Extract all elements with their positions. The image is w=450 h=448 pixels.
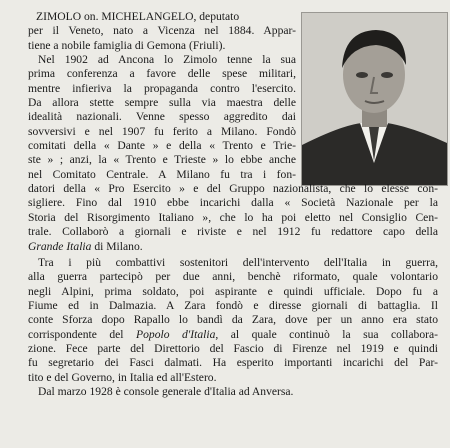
text-line: alla guerra partecipò per due anni, benchè riformato, quale volontario [28,270,438,284]
text-line: tiene a nobile famiglia di Gemona (Friuli). [28,38,226,52]
text-line: comitati della « Dante » e della « Trento e Trie- [28,139,296,153]
text-line: sigliere. Fino dal 1910 ebbe incarichi dalla « Società Nazionale per la [28,196,438,210]
text-line: Storia del Risorgimento Italiano », che lo ha poi eletto nel Consiglio Cen- [28,210,438,224]
text-line: Fiume ed in Dalmazia. A Zara fondò e diresse giornali di battaglia. Il [28,298,438,312]
text-line: fu segretario dei Fasci dalmati. Ha esperito importanti incarichi del Par- [28,356,438,370]
text-line: Nel 1902 ad Ancona lo Zimolo tenne la sua [38,53,296,67]
text-line: sovversivi e nel 1907 fu ferito a Milano. Fondò [28,124,296,138]
text-line: idealità nazionali. Venne spesso aggredito dai [28,110,296,124]
text-line: tito e del Governo, in Italia ed all'Estero. [28,370,217,384]
publication-title: Popolo d'Italia [136,327,216,341]
text-line: Grande Italia di Milano. [28,239,143,253]
publication-title: Grande Italia [28,239,92,253]
text-line: trale. Collaborò a giornali e riviste e nel 1912 fu redattore capo della [28,225,438,239]
text-line: nel Comitato Centrale. A Milano fu tra i fon- [28,167,296,181]
text-line: prima conferenza a favore delle spese militari, [28,67,296,81]
text-line: Da allora stette sempre sulla via maestra delle [28,96,296,110]
text-line: per il Veneto, nato a Vicenza nel 1884. Appar- [28,24,296,38]
text-line: Dal marzo 1928 è console generale d'Italia ad Anversa. [38,384,294,398]
text-line: datori della « Pro Esercito » e del Gruppo nazionalista, che lo elesse con- [28,182,438,196]
text-line: corrispondente del Popolo d'Italia, al quale continuò la sua collabora- [28,327,438,341]
text-line: ste » ; anzi, la « Trento e Trieste » lo ebbe anche [28,153,296,167]
text-line: zione. Fece parte del Direttorio del Fascio di Firenze nel 1919 e quindi [28,341,438,355]
text-line: conte Sforza dopo Rapallo lo bandì da Zara, dove per un anno era stato [28,313,438,327]
entry-heading: ZIMOLO on. MICHELANGELO, deputato [36,10,240,23]
text-line: negli Alpini, prima soldato, poi aspirante e quindi ufficiale. Dopo fu a [28,284,438,298]
biography-text [28,10,446,399]
text-line: mentre infieriva la propaganda contro l'esercito. [28,81,296,95]
text-line: Tra i più combattivi sostenitori dell'intervento dell'Italia in guerra, [38,255,438,269]
